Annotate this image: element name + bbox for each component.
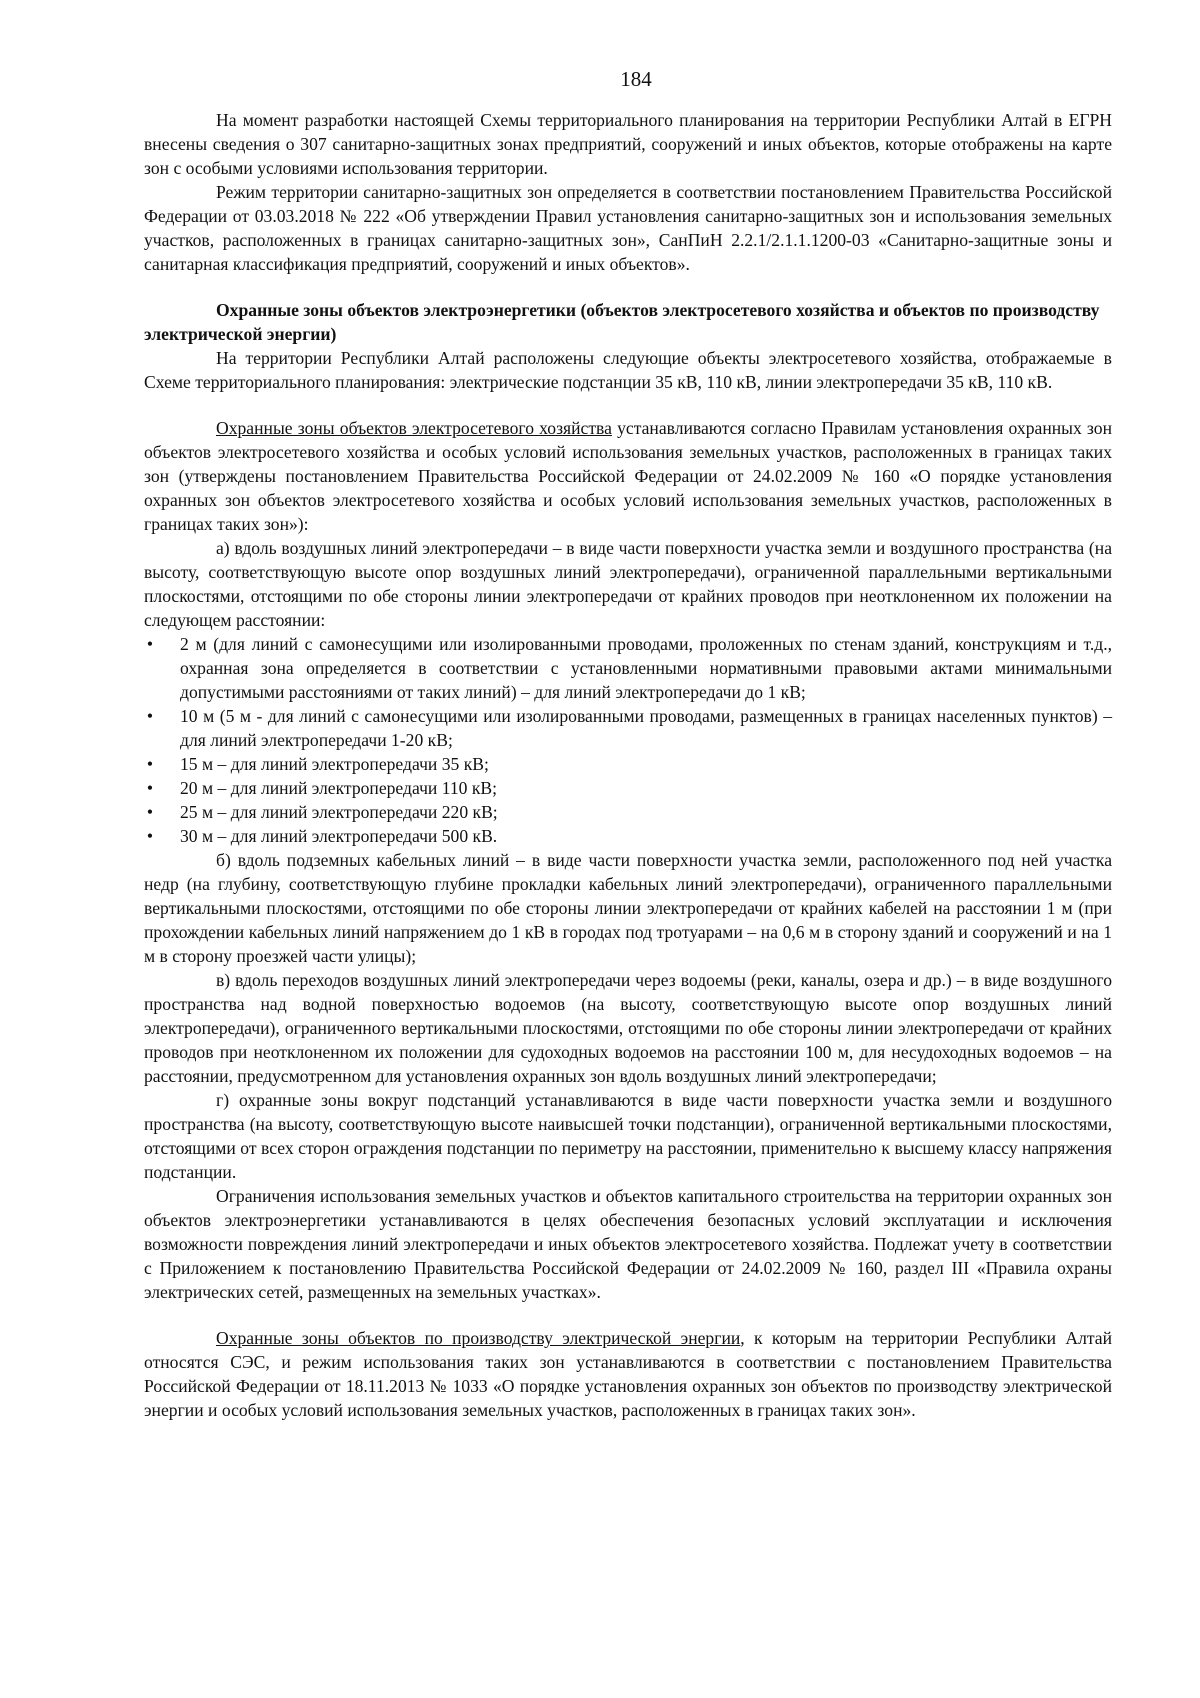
list-item-text: 2 м (для линий с самонесущими или изолированными проводами, проложенных по стенам зданий, конструкциям и т.д., охранная зона определяется в соответствии с установленными нормативными правовыми актами минимальными допустимыми расстояниями от таких линий) – для линий электропередачи до 1 кВ; (180, 634, 1112, 702)
list-item (144, 800, 1112, 824)
paragraph-underground-cables: б) вдоль подземных кабельных линий – в виде части поверхности участка земли, расположенного под ней участка недр (на глубину, соответствующую глубине прокладки кабельных линий электропередачи), ограниченного параллельными вертикальными плоскостями, отстоящими по обе стороны линии электропередачи от крайних кабелей на расстоянии 1 м (при прохождении кабельных линий напряжением до 1 кВ в городах под тротуарами – на 0,6 м в сторону зданий и сооружений и на 1 м в сторону проезжей части улицы); (144, 850, 1112, 966)
paragraph-sanitary-zones-egrn: На момент разработки настоящей Схемы территориального планирования на территории Республики Алтай в ЕГРН внесены сведения о 307 санитарно-защитных зонах предприятий, сооружений и иных объектов, которые отображены на карте зон с особыми условиями использования территории. (144, 110, 1112, 178)
list-item (144, 752, 1112, 776)
list-item-text: 30 м – для линий электропередачи 500 кВ. (180, 826, 498, 846)
list-item (144, 776, 1112, 800)
list-item (144, 632, 1112, 704)
bullet-icon: • (146, 754, 154, 774)
bullet-icon: • (146, 634, 154, 654)
paragraph-substations: г) охранные зоны вокруг подстанций устанавливаются в виде части поверхности участка земли и воздушного пространства (на высоту, соответствующую высоте наивысшей точки подстанции), ограниченной вертикальными плоскостями, отстоящими от всех сторон ограждения подстанции по периметру на расстоянии, применительно к высшему классу напряжения подстанции. (144, 1090, 1112, 1182)
page-number: 184 (620, 67, 652, 91)
list-item-text: 15 м – для линий электропередачи 35 кВ; (180, 754, 489, 774)
document-page (144, 66, 1112, 1422)
list-item-text: 10 м (5 м - для линий с самонесущими или изолированными проводами, размещенных в границах населенных пунктов) – для линий электропередачи 1-20 кВ; (180, 706, 1112, 750)
bullet-icon: • (146, 778, 154, 798)
paragraph-power-objects: На территории Республики Алтай расположены следующие объекты электросетевого хозяйства, отображаемые в Схеме территориального планирования: электрические подстанции 35 кВ, 110 кВ, линии электропередачи 35 кВ, 110 кВ. (144, 348, 1112, 392)
paragraph-water-crossings: в) вдоль переходов воздушных линий электропередачи через водоемы (реки, каналы, озера и др.) – в виде воздушного пространства над водной поверхностью водоемов (на высоту, соответствующую высоте опор воздушных линий электропередачи), ограниченного вертикальными плоскостями, отстоящими по обе стороны линии электропередачи от крайних проводов при неотклоненном их положении для судоходных водоемов на расстоянии 100 м, для несудоходных водоемов – на расстоянии, предусмотренном для установления охранных зон вдоль воздушных линий электропередачи; (144, 970, 1112, 1086)
list-item-text: 25 м – для линий электропередачи 220 кВ; (180, 802, 498, 822)
underlined-term-grid-zones: Охранные зоны объектов электросетевого хозяйства (216, 418, 612, 438)
section-heading-power-zones: Охранные зоны объектов электроэнергетики (объектов электросетевого хозяйства и объектов по производству электрической энергии) (144, 300, 1100, 344)
bullet-icon: • (146, 802, 154, 822)
paragraph-generation-zones-text: , к которым на территории Республики Алтай относятся СЭС, и режим использования таких зон устанавливаются в соответствии с постановлением Правительства Российской Федерации от 18.11.2013 № 1033 «О порядке установления охранных зон объектов по производству электрической энергии и особых условий использования земельных участков, расположенных в границах таких зон». (144, 1328, 1113, 1420)
distance-bullet-list (144, 632, 1112, 848)
list-item (144, 824, 1112, 848)
list-item (144, 704, 1112, 752)
paragraph-overhead-lines: а) вдоль воздушных линий электропередачи – в виде части поверхности участка земли и воздушного пространства (на высоту, соответствующую высоте опор воздушных линий электропередачи), ограниченной параллельными вертикальными плоскостями, отстоящими по обе стороны линии электропередачи от крайних проводов при неотклоненном их положении на следующем расстоянии: (144, 538, 1112, 630)
list-item-text: 20 м – для линий электропередачи 110 кВ; (180, 778, 498, 798)
paragraph-grid-zones-rules (144, 416, 1112, 536)
underlined-term-generation-zones: Охранные зоны объектов по производству электрической энергии (216, 1328, 741, 1348)
bullet-icon: • (146, 706, 154, 726)
paragraph-sanitary-zones-regime: Режим территории санитарно-защитных зон определяется в соответствии постановлением Правительства Российской Федерации от 03.03.2018 № 222 «Об утверждении Правил установления санитарно-защитных зон и использования земельных участков, расположенных в границах санитарно-защитных зон», СанПиН 2.2.1/2.1.1.1200-03 «Санитарно-защитные зоны и санитарная классификация предприятий, сооружений и иных объектов». (144, 182, 1112, 274)
paragraph-generation-zones (144, 1326, 1112, 1422)
paragraph-grid-zones-rules-text: устанавливаются согласно Правилам установления охранных зон объектов электросетевого хозяйства и особых условий использования земельных участков, расположенных в границах таких зон (утверждены постановлением Правительства Российской Федерации от 24.02.2009 № 160 «О порядке установления охранных зон объектов электросетевого хозяйства и особых условий использования земельных участков, расположенных в границах таких зон»): (144, 418, 1112, 534)
bullet-icon: • (146, 826, 154, 846)
paragraph-restrictions: Ограничения использования земельных участков и объектов капитального строительства на территории охранных зон объектов электроэнергетики устанавливаются в целях обеспечения безопасных условий эксплуатации и исключения возможности повреждения линий электропередачи и иных объектов электросетевого хозяйства. Подлежат учету в соответствии с Приложением к постановлению Правительства Российской Федерации от 24.02.2009 № 160, раздел III «Правила охраны электрических сетей, размещенных на земельных участках». (144, 1186, 1112, 1302)
